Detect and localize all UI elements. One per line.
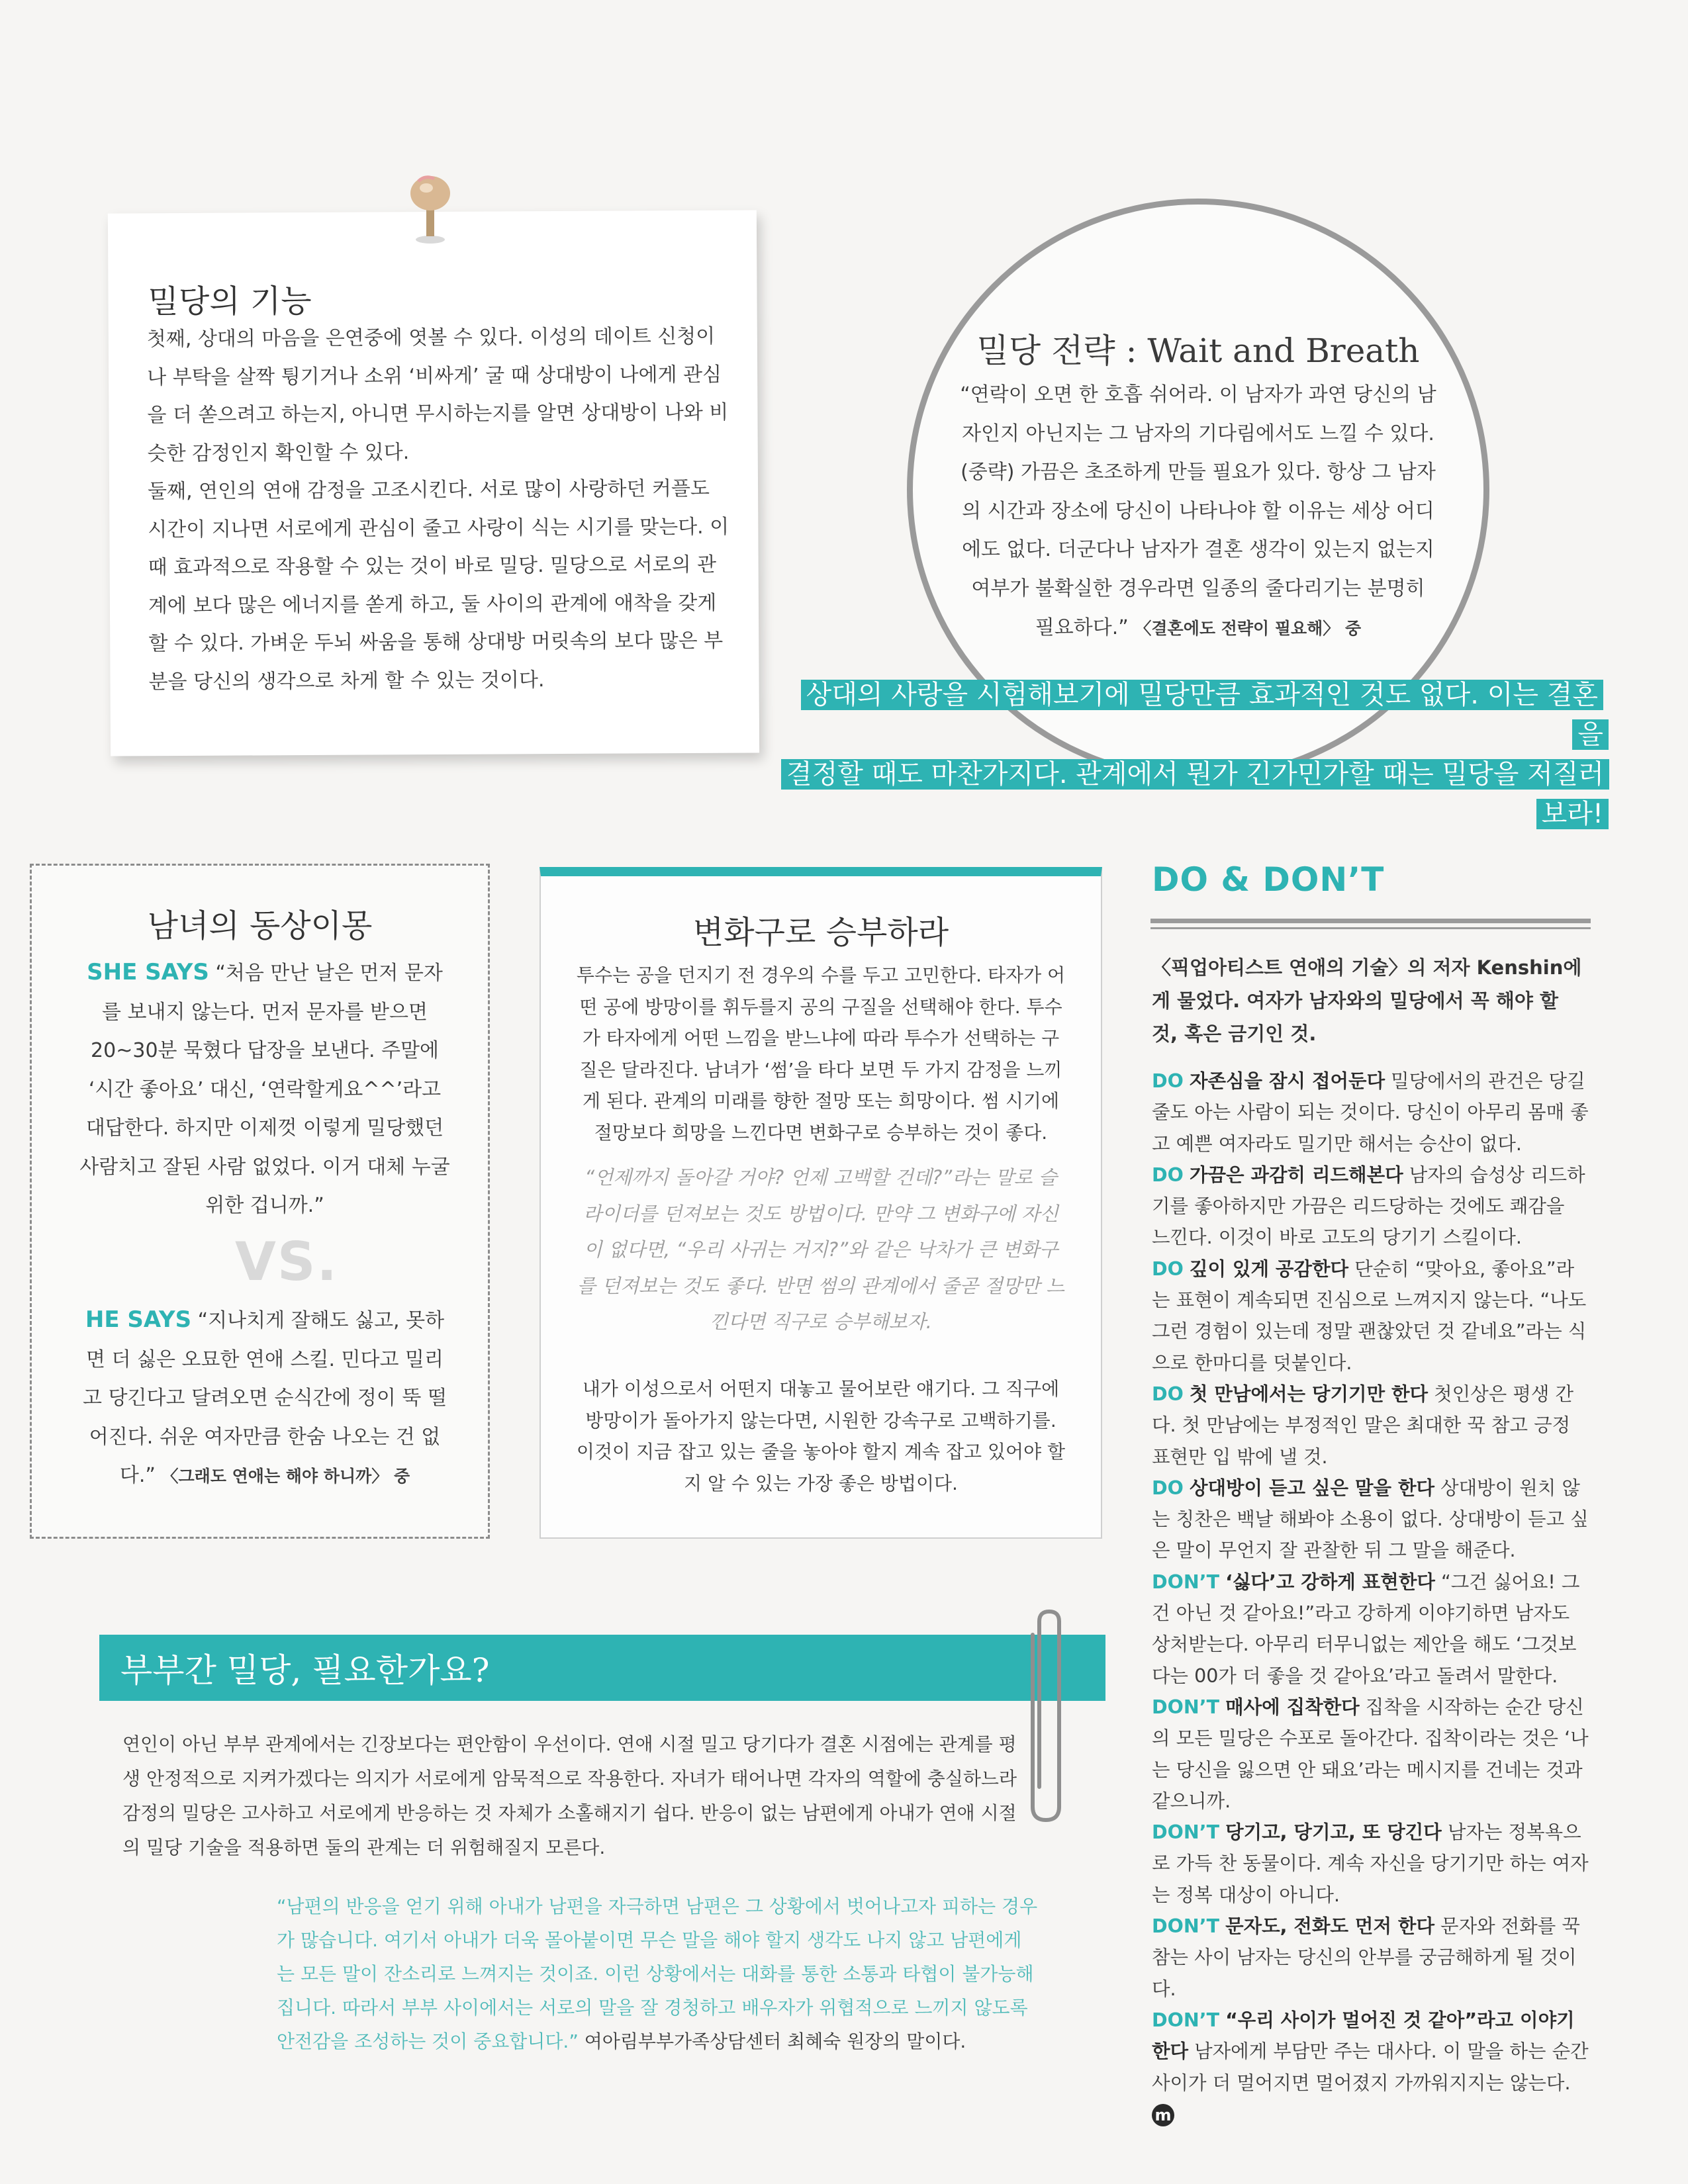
highlight-banner	[781, 675, 1609, 834]
strategy-body	[960, 376, 1436, 648]
item-text: 남자의 습성상 리드하기를 좋아하지만 가끔은 리드당하는 것에도 쾌감을 느낀다. 이것이 바로 고도의 당기기 스킬이다.	[1152, 1163, 1585, 1249]
item-head: 당기고, 당기고, 또 당긴다	[1225, 1821, 1442, 1844]
he-says-text: “지나치게 잘해도 싫고, 못하면 더 싫은 오묘한 연애 스킬. 민다고 밀리고 당긴다고 달려오면 순식간에 정이 뚝 떨어진다. 쉬운 여자만큼 한숨 나오는 건 없다.”	[83, 1309, 447, 1487]
strategy-source: 〈결혼에도 전략이 필요해〉 중	[1135, 618, 1362, 638]
item-tag: DON’T	[1152, 1821, 1220, 1844]
he-says-block	[79, 1300, 450, 1496]
item-text: 단순히 “맞아요, 좋아요”라는 표현이 계속되면 진심으로 느껴지지 않는다. “나도 그런 경험이 있는데 정말 괜찮았던 것 같네요”라는 식으로 한마디를 덧붙인다.	[1152, 1257, 1587, 1374]
note-paragraph-2: 둘째, 연인의 연애 감정을 고조시킨다. 서로 많이 사랑하던 커플도 시간이 지나면 서로에게 관심이 줄고 사랑이 식는 시기를 맞는다. 이때 효과적으로 작용할 수 있는 것이 바로 밀당. 밀당으로 서로의 관계에 보다 많은 에너지를 쏟게 하고, 둘 사이의 관계에 애착을 갖게 할 수 있다. 가벼운 두뇌 싸움을 통해 상대방 머릿속의 보다 많은 부분을 당신의 생각으로 차게 할 수 있는 것이다.	[147, 477, 729, 694]
he-says-source: 〈그래도 연애는 해야 하니까〉 중	[162, 1467, 410, 1486]
note-paragraph-1: 첫째, 상대의 마음을 은연중에 엿볼 수 있다. 이성의 데이트 신청이나 부탁을 살짝 튕기거나 소위 ‘비싸게’ 굴 때 상대방이 나에게 관심을 더 쏟으려고 하는지, 아니면 무시하는지를 알면 상대방이 나와 비슷한 감정인지 확인할 수 있다.	[146, 324, 729, 465]
item-head: 첫 만남에서는 당기기만 한다	[1189, 1383, 1429, 1405]
couple-body: 연인이 아닌 부부 관계에서는 긴장보다는 편안함이 우선이다. 연애 시절 밀고 당기다가 결혼 시점에는 관계를 평생 안정적으로 지켜가겠다는 의지가 서로에게 암묵적으로 작용한다. 자녀가 태어나면 각자의 역할에 충실하느라 감정의 밀당은 고사하고 서로에게 반응하는 것 자체가 소홀해지기 쉽다. 반응이 없는 남편에게 아내가 연애 시절의 밀당 기술을 적용하면 둘의 관계는 더 위험해질지 모른다.	[122, 1733, 1017, 1858]
curveball-title: 변화구로 승부하라	[692, 914, 949, 951]
couple-quote	[277, 1889, 1038, 2058]
do-dont-item-2	[1152, 1160, 1589, 1253]
do-dont-item-5	[1152, 1473, 1589, 1567]
push-pin-icon	[404, 173, 457, 246]
highlight-line-1: 상대의 사랑을 시험해보기에 밀당만큼 효과적인 것도 없다. 이는 결혼을	[801, 680, 1609, 750]
do-dont-rule-thin	[1150, 927, 1591, 929]
item-tag: DON’T	[1152, 1696, 1220, 1718]
note-title: 밀당의 기능	[148, 282, 312, 321]
highlight-line-2: 결정할 때도 마찬가지다. 관계에서 뭔가 긴가민가할 때는 밀당을 저질러보라!	[781, 759, 1609, 829]
item-head: 가끔은 과감히 리드해본다	[1189, 1163, 1403, 1186]
strategy-title: 밀당 전략 : Wait and Breath	[976, 332, 1420, 370]
item-head: 문자도, 전화도 먼저 한다	[1225, 1915, 1434, 1938]
couple-quote-source: 여아림부부가족상담센터 최혜숙 원장의 말이다.	[584, 2030, 966, 2052]
she-says-text: “처음 만난 날은 먼저 문자를 보내지 않는다. 먼저 문자를 받으면 20~30분 묵혔다 답장을 보낸다. 주말에 ‘시간 좋아요’ 대신, ‘연락할게요^^’라고 대답한다. 하지만 이제껏 이렇게 밀당했던 사람치고 잘된 사람 없었다. 이거 대체 누굴 위한 겁니까.”	[79, 962, 450, 1217]
item-tag: DON’T	[1152, 2009, 1220, 2031]
do-dont-intro: 〈픽업아티스트 연애의 기술〉의 저자 Kenshin에게 물었다. 여자가 남자와의 밀당에서 꼭 해야 할 것, 혹은 금기인 것.	[1152, 956, 1582, 1045]
vs-mark: VS.	[235, 1231, 338, 1293]
item-head: 상대방이 듣고 싶은 말을 한다	[1189, 1477, 1435, 1499]
do-dont-item-6	[1152, 1567, 1589, 1692]
do-dont-item-9	[1152, 1911, 1589, 2005]
item-head: “우리 사이가 멀어진 것 같아”라고 이야기한다	[1152, 2009, 1575, 2063]
item-text: 문자와 전화를 꾹 참는 사이 남자는 당신의 안부를 궁금해하게 될 것이다.	[1152, 1915, 1580, 2000]
note-card	[108, 210, 759, 756]
she-says-block	[79, 953, 450, 1226]
paperclip-icon	[1019, 1608, 1066, 1827]
do-dont-item-10	[1152, 2005, 1589, 2130]
item-tag: DO	[1152, 1070, 1184, 1092]
item-text: “그건 싫어요! 그건 아닌 것 같아요!”라고 강하게 이야기하면 남자도 상처받는다. 아무리 터무니없는 제안을 해도 ‘그것보다는 00가 더 좋을 것 같아요’라고 돌려서 말한다.	[1152, 1570, 1580, 1687]
item-head: 매사에 집착한다	[1225, 1696, 1360, 1718]
couple-quote-text: “남편의 반응을 얻기 위해 아내가 남편을 자극하면 남편은 그 상황에서 벗어나고자 피하는 경우가 많습니다. 여기서 아내가 더욱 몰아붙이면 무슨 말을 해야 할지 생각도 나지 않고 남편에게는 모든 말이 잔소리로 느껴지는 것이죠. 이런 상황에서는 대화를 통한 소통과 타협이 불가능해집니다. 따라서 부부 사이에서는 서로의 말을 잘 경청하고 배우자가 위협적으로 느끼지 않도록 안전감을 조성하는 것이 중요합니다.”	[277, 1895, 1038, 2052]
do-dont-item-8	[1152, 1817, 1589, 1911]
item-head: 자존심을 잠시 접어둔다	[1189, 1070, 1385, 1092]
item-tag: DON’T	[1152, 1570, 1220, 1593]
note-body	[147, 318, 731, 702]
do-dont-item-3	[1152, 1253, 1589, 1379]
item-text: 남자에게 부담만 주는 대사다. 이 말을 하는 순간 사이가 더 멀어지면 멀어졌지 가까워지지는 않는다.	[1152, 2040, 1589, 2094]
curveball-quote: “언제까지 돌아갈 거야? 언제 고백할 건데?”라는 말로 슬라이더를 던져보는 것도 방법이다. 만약 그 변화구에 자신이 없다면, “우리 사귀는 거지?”와 같은 낙차가 큰 변화구를 던져보는 것도 좋다. 반면 썸의 관계에서 줄곧 절망만 느낀다면 직구로 승부해보자.	[577, 1166, 1065, 1333]
curveball-paragraph-1: 투수는 공을 던지기 전 경우의 수를 두고 고민한다. 타자가 어떤 공에 방망이를 휘두를지 공의 구질을 선택해야 한다. 투수가 타자에게 어떤 느낌을 받느냐에 따라 투수가 선택하는 구질은 달라진다. 남녀가 ‘썸’을 타다 보면 두 가지 감정을 느끼게 된다. 관계의 미래를 향한 절망 또는 희망이다. 썸 시기에 절망보다 희망을 느낀다면 변화구로 승부하는 것이 좋다.	[576, 964, 1066, 1144]
she-says-label: SHE SAYS	[87, 959, 209, 985]
item-tag: DO	[1152, 1163, 1184, 1186]
do-dont-title: DO & DON’T	[1152, 860, 1385, 899]
do-dont-item-4	[1152, 1379, 1589, 1473]
he-says-label: HE SAYS	[85, 1306, 192, 1333]
couple-title: 부부간 밀당, 필요한가요?	[120, 1651, 490, 1690]
item-tag: DO	[1152, 1477, 1184, 1499]
item-text: 남자는 정복욕으로 가득 찬 동물이다. 계속 자신을 당기기만 하는 여자는 정복 대상이 아니다.	[1152, 1821, 1589, 1906]
item-text: 밀당에서의 관건은 당길 줄도 아는 사람이 되는 것이다. 당신이 아무리 몸매 좋고 예쁜 여자라도 밀기만 해서는 승산이 없다.	[1152, 1070, 1589, 1155]
do-dont-item-1	[1152, 1066, 1589, 1160]
do-dont-item-7	[1152, 1692, 1589, 1817]
item-head: ‘싫다’고 강하게 표현한다	[1225, 1570, 1435, 1593]
item-tag: DON’T	[1152, 1915, 1220, 1938]
strategy-quote: “연락이 오면 한 호흡 쉬어라. 이 남자가 과연 당신의 남자인지 아닌지는 그 남자의 기다림에서도 느낄 수 있다. (중략) 가끔은 초조하게 만들 필요가 있다. 항상 그 남자의 시간과 장소에 당신이 나타나야 할 이유는 세상 어디에도 없다. 더군다나 남자가 결혼 생각이 있는지 없는지 여부가 불확실한 경우라면 일종의 줄다리기는 분명히 필요하다.”	[960, 383, 1436, 639]
item-text: 상대방이 원치 않는 칭찬은 백날 해봐야 소용이 없다. 상대방이 듣고 싶은 말이 무언지 잘 관찰한 뒤 그 말을 해준다.	[1152, 1477, 1589, 1562]
do-dont-list	[1152, 1066, 1589, 2130]
do-dont-rule	[1150, 919, 1591, 923]
item-tag: DO	[1152, 1383, 1184, 1405]
she-he-title: 남녀의 동상이몽	[147, 907, 373, 944]
magazine-end-mark-icon: m	[1152, 2104, 1174, 2126]
curveball-paragraph-2: 내가 이성으로서 어떤지 대놓고 물어보란 얘기다. 그 직구에 방망이가 돌아가지 않는다면, 시원한 강속구로 고백하기를. 이것이 지금 잡고 있는 줄을 놓아야 할지 계속 잡고 있어야 할지 알 수 있는 가장 좋은 방법이다.	[576, 1378, 1066, 1494]
item-text: 집착을 시작하는 순간 당신의 모든 밀당은 수포로 돌아간다. 집착이라는 것은 ‘나는 당신을 잃으면 안 돼요’라는 메시지를 건네는 것과 같으니까.	[1152, 1696, 1589, 1812]
item-head: 깊이 있게 공감한다	[1189, 1257, 1349, 1280]
item-text: 첫인상은 평생 간다. 첫 만남에는 부정적인 말은 최대한 꾹 참고 긍정 표현만 입 밖에 낼 것.	[1152, 1383, 1573, 1468]
item-tag: DO	[1152, 1257, 1184, 1280]
